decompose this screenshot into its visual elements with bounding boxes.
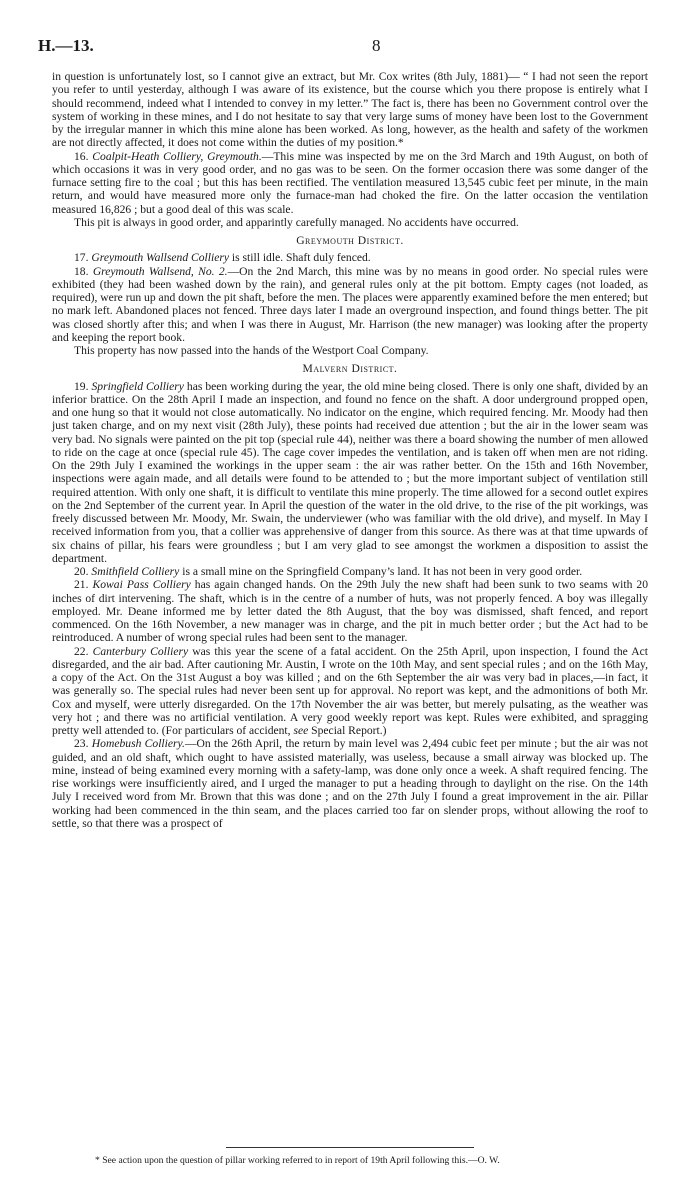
page-number: 8 [372, 36, 381, 55]
paragraph-16-summary: This pit is always in good order, and apparintly carefully managed. No accidents have occurred. [74, 215, 519, 229]
colliery-name: Greymouth Wallsend Colliery [91, 251, 230, 265]
colliery-name: Greymouth Wallsend, No. 2. [92, 264, 228, 278]
paragraph-20: 20. Smithfield Colliery is a small mine on the Springfield Company’s land. It has not been in very good order. [74, 565, 583, 578]
report-code: H.—13. [38, 36, 94, 55]
paragraph-18: 18. Greymouth Wallsend, No. 2.—On the 2nd March, this mine was by no means in good order. No special rules were exhibited (they had been washed down by the rain), and general rules only at the pit bottom. Empty cages (not loaded, as required), were run up and down the pit shaft, before the men. The places were apparently examined before the men entered; but no mark left. Abandoned places not fenced. Three days later I made an overground inspection, and found things better. The pit was closed shortly after this; and when I was there in August, Mr. Harrison (the new manager) was looking after the property and keeping the report book. [52, 264, 649, 344]
body-text [52, 70, 648, 830]
colliery-name: Springfield Colliery [91, 379, 184, 393]
district-heading-greymouth: Greymouth District. [296, 234, 404, 247]
district-heading-malvern: Malvern District. [302, 362, 398, 376]
page-header [38, 36, 662, 62]
footnote-rule [226, 1147, 474, 1148]
colliery-name: Kowai Pass Colliery [92, 578, 191, 592]
paragraph-18-summary: This property has now passed into the hands of the Westport Coal Company. [74, 344, 429, 357]
paragraph-21: 21. Kowai Pass Colliery has again changed hands. On the 29th July the new shaft had been sunk to two seams with 20 inches of dirt intervening. The shaft, which is in the centre of a number of huts, was not properly fenced. A boy was illegally employed. Mr. Deane informed me by letter dated the 8th August, that the boy was dismissed, shaft fenced, and report commenced. On the 16th November, a new manager was in charge, and the pit in much better order ; but the Act had to be reintroduced. A number of wrong special rules had been sent to the manager. [52, 578, 648, 645]
colliery-name: Smithfield Colliery [91, 565, 180, 578]
paragraph-23: 23. Homebush Colliery.—On the 26th April, the return by main level was 2,494 cubic feet per minute ; but the air was not guided, and an old shaft, which ought to have assisted materially, was useless, because a small airway was blocked up. The mine, instead of being examined every morning with a safety-lamp, was done only once a week. A shaft required fencing. The rise workings were insufficiently aired, and I urged the manager to put a heading through to daylight on the rise. On the 14th July I received word from Mr. Brown that this was done ; and on the 27th July I found a great improvement in the air. Pillar working had been commenced in the thin seam, and the places carried too far on slender props, without allowing the roof to settle, so that there was a prospect of [52, 737, 648, 830]
paragraph-22: 22. Canterbury Colliery was this year the scene of a fatal accident. On the 25th April, upon inspection, I found the Act disregarded, and the air bad. After cautioning Mr. Austin, I wrote on the 10th May, and sent special rules ; and on the 16th May, a copy of the Act. On the 31st August a boy was killed ; and on the 6th September the air was very bad in places,—in fact, it was generally so. The special rules had never been sent up for approval. No report was kept, and the admonitions of both Mr. Cox and myself, were utterly disregarded. On the 17th November the air was better, but merely pulsating, as the weather was very hot ; and there was no artificial ventilation. A very good weekly report was kept. Rules were exhibited, and spragging pretty well attended to. (For particulars of accident, see Special Report.) [52, 644, 648, 737]
paragraph-intro: in question is unfortunately lost, so I cannot give an extract, but Mr. Cox writes (8th July, 1881)— “ I had not seen the report you refer to until yesterday, although I was aware of its existence, but the course which you there propose is entirely what I should recommend, indeed what I intended to convey in my letter.” The fact is, there has been no Government control over the system of working in these mines, and I do not hesitate to say that very large sums of money have been lost to the Government by the irregular manner in which this mine alone has been worked. As long, however, as the health and safety of the workmen are not directly affected, it does not come within the duties of my position.* [52, 70, 648, 150]
footnote: * See action upon the question of pillar working referred to in report of 19th April following this.—O. W. [95, 1155, 500, 1166]
colliery-name: Homebush Colliery. [91, 737, 185, 751]
colliery-name: Coalpit-Heath Colliery, Greymouth. [92, 149, 262, 163]
paragraph-16: 16. Coalpit-Heath Colliery, Greymouth.—This mine was inspected by me on the 3rd March and 19th August, on both of which occasions it was in very good order, and no gas was to be seen. On the former occasion there was some danger of the furnace setting fire to the coal ; but this has been rectified. The ventilation measured 13,545 cubic feet per minute, in the main return, and would have measured more only the furnace-man had choked the fire. On the latter occasion the ventilation measured 16,826 ; but a good deal of this was scale. [52, 149, 648, 216]
colliery-name: Canterbury Colliery [92, 644, 189, 658]
paragraph-19: 19. Springfield Colliery has been working during the year, the old mine being closed. There is only one shaft, divided by an inferior brattice. On the 28th April I made an inspection, and found no fence on the shaft. A door underground propped open, and one hung so that it would not close automatically. No indicator on the engine, which required fencing. Mr. Moody had then just taken charge, and on my next visit (28th July), these points had received due attention ; but the air in the lower seam was very bad. No signals were painted on the pit top (special rule 44), neither was there a board showing the number of men allowed to ride on the cage at once (special rule 45). The cage cover impedes the ventilation, and is taken off when men are not riding. On the 29th July I examined the workings in the upper seam : the air was rather better. On the 15th and 16th November, inspections were again made, and all details were found to be attended to ; but the more important subject of ventilation still required attention. With only one shaft, it is difficult to ventilate this mine properly. The time allowed for a second outlet expires on the 2nd September of the current year. In April the question of the water in the old drive, to the rise of the pit workings, was freely discussed between Mr. Moody, Mr. Swain, the underviewer (who was familiar with the old drive), and myself. In May I received information from you, that a collier was apprehensive of danger from this source. As there was at that time upwards of six chains of pillar, his fears were groundless ; but I am very glad to see amongst the workmen a disposition to assist the department. [52, 379, 648, 565]
paragraph-17: 17. Greymouth Wallsend Colliery is still idle. Shaft duly fenced. [74, 251, 371, 265]
